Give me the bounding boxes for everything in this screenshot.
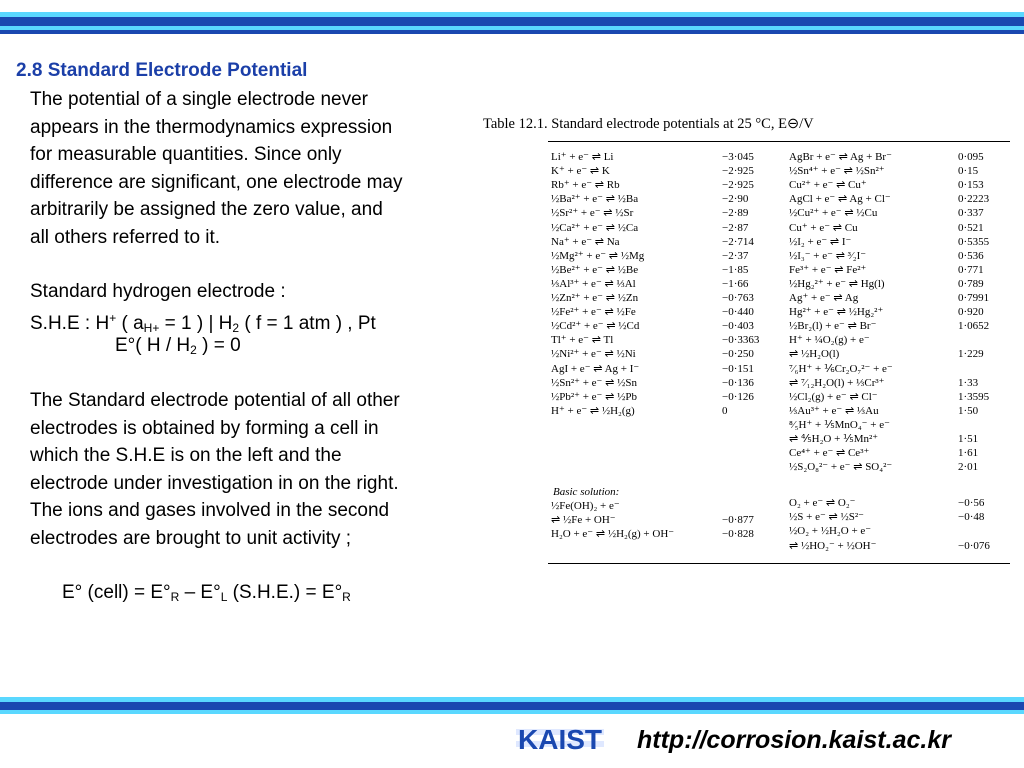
table-reaction-cell: ½I₂ + e⁻ ⇌ I⁻ <box>789 235 852 248</box>
table-reaction-cell: ½Be²⁺ + e⁻ ⇌ ½Be <box>551 263 639 276</box>
table-reaction-cell: ½S + e⁻ ⇌ ½S²⁻ <box>789 511 864 524</box>
table-value-cell: 2·01 <box>958 461 979 474</box>
table-reaction-cell: ⅓Au³⁺ + e⁻ ⇌ ⅓Au <box>789 404 879 417</box>
bottom-band-light-2 <box>0 710 1024 714</box>
table-value-cell: 0·771 <box>958 263 984 276</box>
table-value-cell: −2·714 <box>722 235 754 248</box>
table-value-cell: −2·90 <box>722 193 749 206</box>
table-reaction-cell: ⇌ ½HO₂⁻ + ½OH⁻ <box>789 539 877 552</box>
table-reaction-cell: ⅓Al³⁺ + e⁻ ⇌ ⅓Al <box>551 277 636 290</box>
table-reaction-cell: Cu²⁺ + e⁻ ⇌ Cu⁺ <box>789 179 867 192</box>
table-value-cell: −0·56 <box>958 497 985 509</box>
e0-sub: 2 <box>190 343 197 357</box>
e0-text: E°( H / H <box>115 335 191 356</box>
table-reaction-cell: ½Sn²⁺ + e⁻ ⇌ ½Sn <box>551 376 637 389</box>
table-value-cell: 0·920 <box>958 306 984 319</box>
eq-sub: R <box>342 590 351 604</box>
she-text: S.H.E : H <box>30 313 110 334</box>
table-reaction-cell: ½Br₂(l) + e⁻ ⇌ Br⁻ <box>789 320 877 333</box>
table-reaction-cell: ½O₂ + ½H₂O + e⁻ <box>789 525 872 538</box>
intro-line: The potential of a single electrode never <box>30 89 368 110</box>
table-reaction-cell: Ce⁴⁺ + e⁻ ⇌ Ce³⁺ <box>789 447 870 460</box>
table-value-cell: −0·763 <box>722 292 754 304</box>
table-reaction-cell: ⁷⁄₆H⁺ + ⅙Cr₂O₇²⁻ + e⁻ <box>789 362 893 375</box>
table-value-cell: −0·877 <box>722 514 754 527</box>
table-value-cell: −2·37 <box>722 249 749 262</box>
table-reaction-cell: ⇌ ½H₂O(l) <box>789 348 840 361</box>
she-text: ( a <box>116 313 144 334</box>
table-value-cell: 0·7991 <box>958 292 990 304</box>
table-reaction-cell: ½Ca²⁺ + e⁻ ⇌ ½Ca <box>551 221 639 234</box>
table-value-cell: 0·536 <box>958 249 984 262</box>
table-value-cell: 0·337 <box>958 207 984 220</box>
table-value-cell: 0·521 <box>958 221 984 234</box>
eq-sub: L <box>220 590 228 604</box>
table-reaction-cell: H⁺ + ¼O₂(g) + e⁻ <box>789 334 870 347</box>
she-standard-potential <box>115 332 241 365</box>
she-sup: + <box>109 311 117 325</box>
table-reaction-cell: O₂ + e⁻ ⇌ O₂⁻ <box>789 497 856 509</box>
table-reaction-cell: H₂O + e⁻ ⇌ ½H₂(g) + OH⁻ <box>551 528 675 541</box>
table-reaction-cell: Ag⁺ + e⁻ ⇌ Ag <box>789 292 859 304</box>
bottom-band-dark <box>0 702 1024 710</box>
table-value-cell: 1·0652 <box>958 320 990 333</box>
she-text: = 1 ) | H <box>159 313 233 334</box>
top-band-dark <box>0 17 1024 26</box>
table-value-cell: −0·403 <box>722 320 754 333</box>
table-value-cell: −0·136 <box>722 376 754 389</box>
table-value-cell: 1·229 <box>958 348 984 361</box>
table-value-cell: 0 <box>722 404 728 417</box>
table-reaction-cell: AgI + e⁻ ⇌ Ag + I⁻ <box>551 362 640 375</box>
eq-text: (S.H.E.) = E° <box>227 582 343 603</box>
basic-solution-heading: Basic solution: <box>553 486 620 498</box>
table-reaction-cell: ⁸⁄₅H⁺ + ⅕MnO₄⁻ + e⁻ <box>789 418 890 431</box>
she-heading: Standard hydrogen electrode : <box>30 281 286 302</box>
kaist-logo-text: KAIST <box>518 724 602 755</box>
table-reaction-cell: AgBr + e⁻ ⇌ Ag + Br⁻ <box>789 151 892 163</box>
table-top-rule <box>548 141 1010 142</box>
table-value-cell: 0·5355 <box>958 235 990 248</box>
table-value-cell: −1·66 <box>722 277 749 290</box>
e0-text: ) = 0 <box>196 335 241 356</box>
method-line: electrodes are brought to unit activity ; <box>30 527 352 549</box>
table-reaction-cell: ⇌ ½Fe + OH⁻ <box>551 514 616 527</box>
table-value-cell: −2·925 <box>722 179 754 192</box>
table-value-cell: 0·2223 <box>958 193 990 206</box>
eq-sub: R <box>170 590 180 604</box>
table-reaction-cell: Tl⁺ + e⁻ ⇌ Tl <box>551 334 614 347</box>
table-value-cell: 0·153 <box>958 179 984 192</box>
intro-line: difference are significant, one electrode may <box>30 171 403 193</box>
eq-text: – E° <box>179 582 221 603</box>
table-reaction-cell: Cu⁺ + e⁻ ⇌ Cu <box>789 221 858 234</box>
table-caption: Table 12.1. Standard electrode potentials at 25 °C, E⊖/V <box>483 116 814 132</box>
top-band-dark-2 <box>0 30 1024 34</box>
table-reaction-cell: ½S₂O₈²⁻ + e⁻ ⇌ SO₄²⁻ <box>789 461 893 474</box>
table-value-cell: −0·126 <box>722 390 754 403</box>
method-line: electrodes is obtained by forming a cell in <box>30 417 379 439</box>
table-reaction-cell: ½Cl₂(g) + e⁻ ⇌ Cl⁻ <box>789 390 878 403</box>
table-reaction-cell: ½Sr²⁺ + e⁻ ⇌ ½Sr <box>551 207 634 220</box>
table-value-cell: −0·828 <box>722 528 754 541</box>
table-value-cell: −2·89 <box>722 207 749 220</box>
table-reaction-cell: ½Cu²⁺ + e⁻ ⇌ ½Cu <box>789 207 878 220</box>
table-reaction-cell: Fe³⁺ + e⁻ ⇌ Fe²⁺ <box>789 263 867 276</box>
table-reaction-cell: ⇌ ⁷⁄₁₂H₂O(l) + ⅓Cr³⁺ <box>789 376 885 389</box>
table-reaction-cell: Na⁺ + e⁻ ⇌ Na <box>551 235 620 248</box>
method-line: The ions and gases involved in the second <box>30 500 390 521</box>
table-bottom-rule <box>548 563 1010 564</box>
table-value-cell: 0·789 <box>958 277 984 290</box>
table-reaction-cell: ½Fe(OH)₂ + e⁻ <box>551 500 620 512</box>
table-value-cell: −3·045 <box>722 151 754 163</box>
she-sub: 2 <box>232 321 240 335</box>
she-sub: H+ <box>143 321 160 335</box>
method-line: which the S.H.E is on the left and the <box>30 445 342 466</box>
table-reaction-cell: Hg²⁺ + e⁻ ⇌ ½Hg₂²⁺ <box>789 306 884 319</box>
intro-line: arbitrarily be assigned the zero value, and <box>30 199 383 220</box>
table-value-cell: −1·85 <box>722 263 749 276</box>
table-value-cell: −0·076 <box>958 539 990 552</box>
cell-equation <box>62 579 351 612</box>
table-value-cell: −0·440 <box>722 306 754 319</box>
table-reaction-cell: H⁺ + e⁻ ⇌ ½H₂(g) <box>551 404 635 417</box>
table-value-cell: −0·151 <box>722 362 754 375</box>
table-value-cell: 0·15 <box>958 165 979 178</box>
intro-paragraph <box>30 86 402 251</box>
table-value-cell: 1·3595 <box>958 390 990 403</box>
intro-line: all others referred to it. <box>30 226 221 248</box>
table-reaction-cell: ⇌ ⅘H₂O + ⅕Mn²⁺ <box>789 433 879 445</box>
table-value-cell: 1·33 <box>958 376 979 389</box>
intro-line: for measurable quantities. Since only <box>30 144 342 165</box>
method-line: electrode under investigation in on the right. <box>30 472 399 494</box>
table-reaction-cell: ½Hg₂²⁺ + e⁻ ⇌ Hg(l) <box>789 277 885 290</box>
table-value-cell: 1·50 <box>958 404 979 417</box>
table-value-cell: −2·87 <box>722 221 749 234</box>
table-value-cell: 1·61 <box>958 447 979 460</box>
table-value-cell: −0·48 <box>958 511 985 524</box>
table-reaction-cell: ½Mg²⁺ + e⁻ ⇌ ½Mg <box>551 249 645 262</box>
table-reaction-cell: Li⁺ + e⁻ ⇌ Li <box>551 151 614 163</box>
table-reaction-cell: ½I₃⁻ + e⁻ ⇌ ³⁄₂I⁻ <box>789 249 867 262</box>
table-reaction-cell: Rb⁺ + e⁻ ⇌ Rb <box>551 179 620 192</box>
table-value-cell: 0·095 <box>958 151 984 163</box>
table-reaction-cell: ½Ni²⁺ + e⁻ ⇌ ½Ni <box>551 348 636 361</box>
table-reaction-cell: ½Zn²⁺ + e⁻ ⇌ ½Zn <box>551 292 639 304</box>
method-paragraph <box>30 387 400 552</box>
intro-line: appears in the thermodynamics expression <box>30 116 393 138</box>
table-reaction-cell: ½Cd²⁺ + e⁻ ⇌ ½Cd <box>551 320 640 333</box>
table-value-cell: 1·51 <box>958 433 979 445</box>
table-reaction-cell: ½Fe²⁺ + e⁻ ⇌ ½Fe <box>551 306 636 319</box>
slide-title: 2.8 Standard Electrode Potential <box>16 60 308 81</box>
table-value-cell: −2·925 <box>722 165 754 178</box>
method-line: The Standard electrode potential of all other <box>30 390 400 411</box>
table-reaction-cell: K⁺ + e⁻ ⇌ K <box>551 165 610 178</box>
table-reaction-cell: ½Ba²⁺ + e⁻ ⇌ ½Ba <box>551 193 639 206</box>
eq-text: E° (cell) = E° <box>62 582 171 603</box>
she-text: ( f = 1 atm ) , Pt <box>239 313 376 334</box>
table-value-cell: −0·3363 <box>722 334 760 347</box>
kaist-logo <box>516 719 604 757</box>
table-reaction-cell: AgCl + e⁻ ⇌ Ag + Cl⁻ <box>789 193 891 206</box>
table-value-cell: −0·250 <box>722 348 754 361</box>
table-reaction-cell: ½Sn⁴⁺ + e⁻ ⇌ ½Sn²⁺ <box>789 165 885 178</box>
table-reaction-cell: ½Pb²⁺ + e⁻ ⇌ ½Pb <box>551 390 637 403</box>
footer-url-link[interactable]: http://corrosion.kaist.ac.kr <box>637 726 951 754</box>
